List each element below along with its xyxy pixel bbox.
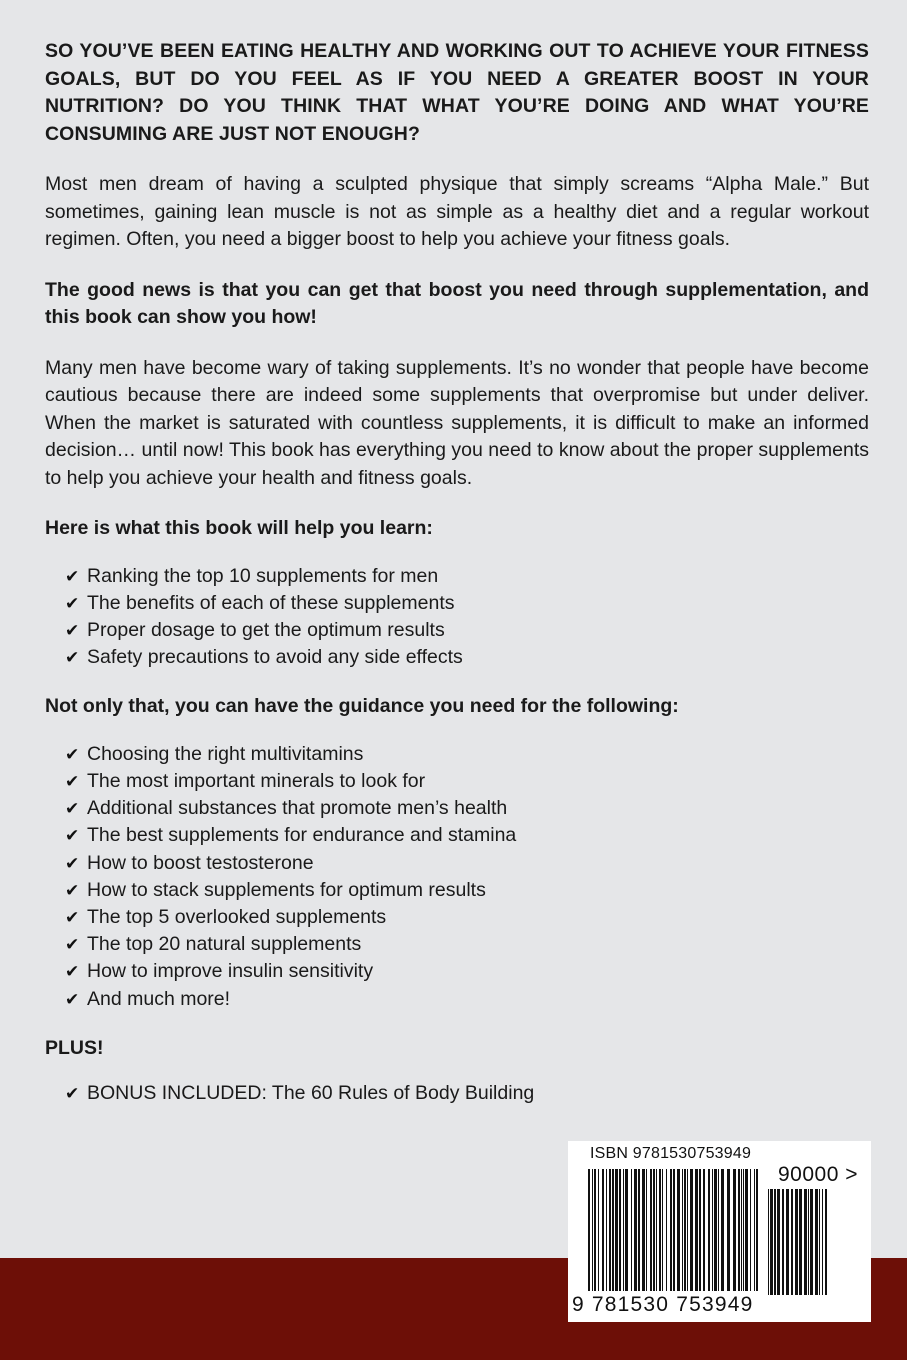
checkmark-icon: ✔ bbox=[65, 566, 80, 586]
barcode-bar bbox=[656, 1169, 657, 1291]
guidance-item-text: And much more! bbox=[87, 987, 231, 1010]
barcode-bar bbox=[756, 1169, 758, 1291]
learn-heading: Here is what this book will help you learn: bbox=[45, 517, 433, 539]
barcode-bar bbox=[690, 1169, 693, 1291]
barcode-bar bbox=[768, 1189, 769, 1295]
barcode-bar bbox=[619, 1169, 621, 1291]
guidance-item bbox=[65, 877, 869, 904]
barcode-bar bbox=[804, 1189, 807, 1295]
checkmark-icon: ✔ bbox=[65, 935, 80, 955]
learn-item-text: Proper dosage to get the optimum results bbox=[87, 618, 445, 641]
barcode-bar bbox=[625, 1169, 628, 1291]
learn-item-text: Ranking the top 10 supplements for men bbox=[87, 564, 439, 587]
barcode-bar bbox=[634, 1169, 637, 1291]
guidance-item bbox=[65, 904, 869, 931]
ean-barcode-bars bbox=[588, 1169, 758, 1299]
checkmark-icon: ✔ bbox=[65, 880, 80, 900]
guidance-item-text: Choosing the right multivitamins bbox=[87, 742, 364, 765]
barcode-bar bbox=[815, 1189, 818, 1295]
guidance-item bbox=[65, 958, 869, 985]
isbn-label: ISBN 9781530753949 bbox=[590, 1145, 752, 1162]
checkmark-icon: ✔ bbox=[65, 648, 80, 668]
barcode-bar bbox=[592, 1169, 593, 1291]
guidance-item-text: The best supplements for endurance and stamina bbox=[87, 824, 517, 847]
barcode-bar bbox=[662, 1169, 663, 1291]
barcode-bar bbox=[602, 1169, 604, 1291]
guidance-list bbox=[65, 741, 869, 1013]
barcode-bar bbox=[770, 1189, 773, 1295]
barcode-bar bbox=[733, 1169, 736, 1291]
checkmark-icon: ✔ bbox=[65, 989, 80, 1009]
barcode-bar bbox=[738, 1169, 740, 1291]
barcode-bar bbox=[650, 1169, 652, 1291]
paragraph-good-news: The good news is that you can get that boost you need through supplementation, and this book can show you how! bbox=[45, 278, 869, 328]
barcode-bar bbox=[623, 1169, 624, 1291]
guidance-item bbox=[65, 822, 869, 849]
barcode-bar bbox=[594, 1169, 596, 1291]
guidance-item bbox=[65, 741, 869, 768]
guidance-item bbox=[65, 850, 869, 877]
guidance-heading: Not only that, you can have the guidance you need for the following: bbox=[45, 695, 679, 718]
barcode-bar bbox=[754, 1169, 755, 1291]
learn-item-text: Safety precautions to avoid any side effects bbox=[87, 646, 463, 669]
checkmark-icon: ✔ bbox=[65, 908, 80, 928]
barcode-bar bbox=[708, 1169, 710, 1291]
checkmark-icon: ✔ bbox=[65, 772, 80, 792]
barcode-bar bbox=[653, 1169, 655, 1291]
barcode-bar bbox=[615, 1169, 618, 1291]
barcode-bar bbox=[741, 1169, 742, 1291]
barcode-bar bbox=[822, 1189, 823, 1295]
isbn-digits: 9 781530 753949 bbox=[572, 1293, 754, 1316]
plus-heading: PLUS! bbox=[45, 1036, 104, 1059]
guidance-item-text: How to stack supplements for optimum results bbox=[87, 878, 486, 901]
barcode-bar bbox=[609, 1169, 611, 1291]
barcode-bar bbox=[825, 1189, 827, 1295]
barcode-bar bbox=[795, 1189, 798, 1295]
guidance-item bbox=[65, 931, 869, 958]
barcode-bar bbox=[670, 1169, 672, 1291]
guidance-item-text: The top 5 overlooked supplements bbox=[87, 906, 387, 929]
barcode-bar bbox=[666, 1169, 667, 1291]
barcode-bar bbox=[588, 1169, 590, 1291]
barcode-bar bbox=[598, 1169, 599, 1291]
guidance-item bbox=[65, 768, 869, 795]
barcode-bar bbox=[777, 1189, 780, 1295]
barcode-bar bbox=[721, 1169, 724, 1291]
guidance-item bbox=[65, 795, 869, 822]
barcode-bar bbox=[612, 1169, 614, 1291]
learn-item bbox=[65, 590, 869, 617]
checkmark-icon: ✔ bbox=[65, 962, 80, 982]
guidance-item-text: How to improve insulin sensitivity bbox=[87, 960, 374, 983]
plus-item-text: BONUS INCLUDED: The 60 Rules of Body Building bbox=[87, 1082, 535, 1105]
price-code: 90000 > bbox=[778, 1163, 858, 1186]
barcode-bar bbox=[810, 1189, 813, 1295]
plus-item bbox=[65, 1080, 869, 1107]
barcode-bar bbox=[808, 1189, 809, 1295]
addon-barcode-bars bbox=[768, 1189, 828, 1299]
intro-heading: SO YOU’VE BEEN EATING HEALTHY AND WORKING OUT TO ACHIEVE YOUR FITNESS GOALS, BUT DO YOU FEEL AS IF YOU NEED A GREATER BOOST IN YOUR NUTRITION? DO YOU THINK THAT WHAT YOU’RE DOING AND WHAT YOU’RE CONSUMING ARE JUST NOT ENOUGH? bbox=[45, 40, 869, 145]
barcode-bar bbox=[750, 1169, 751, 1291]
back-cover-text bbox=[45, 38, 869, 1130]
barcode-bar bbox=[646, 1169, 647, 1291]
barcode-bar bbox=[687, 1169, 688, 1291]
learn-item-text: The benefits of each of these supplements bbox=[87, 591, 455, 614]
barcode-bar bbox=[712, 1169, 713, 1291]
checkmark-icon: ✔ bbox=[65, 799, 80, 819]
checkmark-icon: ✔ bbox=[65, 1084, 80, 1104]
learn-item bbox=[65, 644, 869, 671]
guidance-item-text: The top 20 natural supplements bbox=[87, 933, 362, 956]
barcode-bar bbox=[743, 1169, 744, 1291]
checkmark-icon: ✔ bbox=[65, 744, 80, 764]
plus-list bbox=[65, 1080, 869, 1107]
barcode-bar bbox=[642, 1169, 645, 1291]
barcode-bar bbox=[703, 1169, 705, 1291]
barcode-bar bbox=[786, 1189, 789, 1295]
guidance-item-text: Additional substances that promote men’s health bbox=[87, 797, 508, 820]
barcode-bar bbox=[659, 1169, 661, 1291]
checkmark-icon: ✔ bbox=[65, 853, 80, 873]
barcode-bar bbox=[631, 1169, 632, 1291]
barcode-bar bbox=[714, 1169, 717, 1291]
guidance-item-text: The most important minerals to look for bbox=[87, 770, 426, 793]
barcode-bar bbox=[745, 1169, 748, 1291]
barcode-bar bbox=[695, 1169, 698, 1291]
isbn-barcode bbox=[568, 1141, 871, 1322]
barcode-bar bbox=[606, 1169, 607, 1291]
checkmark-icon: ✔ bbox=[65, 620, 80, 640]
barcode-bar bbox=[819, 1189, 820, 1295]
barcode-bar bbox=[718, 1169, 719, 1291]
guidance-item bbox=[65, 986, 869, 1013]
barcode-bar bbox=[799, 1189, 802, 1295]
barcode-bar bbox=[684, 1169, 686, 1291]
learn-item bbox=[65, 617, 869, 644]
barcode-bar bbox=[782, 1189, 784, 1295]
checkmark-icon: ✔ bbox=[65, 826, 80, 846]
barcode-bar bbox=[638, 1169, 640, 1291]
learn-item bbox=[65, 563, 869, 590]
barcode-bar bbox=[699, 1169, 701, 1291]
barcode-bar bbox=[727, 1169, 730, 1291]
barcode-bar bbox=[682, 1169, 683, 1291]
barcode-bar bbox=[673, 1169, 675, 1291]
checkmark-icon: ✔ bbox=[65, 593, 80, 613]
guidance-item-text: How to boost testosterone bbox=[87, 851, 314, 874]
barcode-bar bbox=[791, 1189, 793, 1295]
paragraph-wary-of-supplements: Many men have become wary of taking supplements. It’s no wonder that people have become cautious because there are indeed some supplements that overpromise but under deliver. When the market is saturated with countless supplements, it is difficult to make an informed decision… until now! This book has everything you need to know about the proper supplements to help you achieve your health and fitness goals. bbox=[45, 356, 869, 489]
paragraph-alpha-male: Most men dream of having a sculpted physique that simply screams “Alpha Male.” But sometimes, gaining lean muscle is not as simple as a healthy diet and a regular workout regimen. Often, you need a bigger boost to help you achieve your fitness goals. bbox=[45, 173, 869, 250]
barcode-bar bbox=[774, 1189, 776, 1295]
barcode-bar bbox=[677, 1169, 680, 1291]
learn-list bbox=[65, 563, 869, 672]
